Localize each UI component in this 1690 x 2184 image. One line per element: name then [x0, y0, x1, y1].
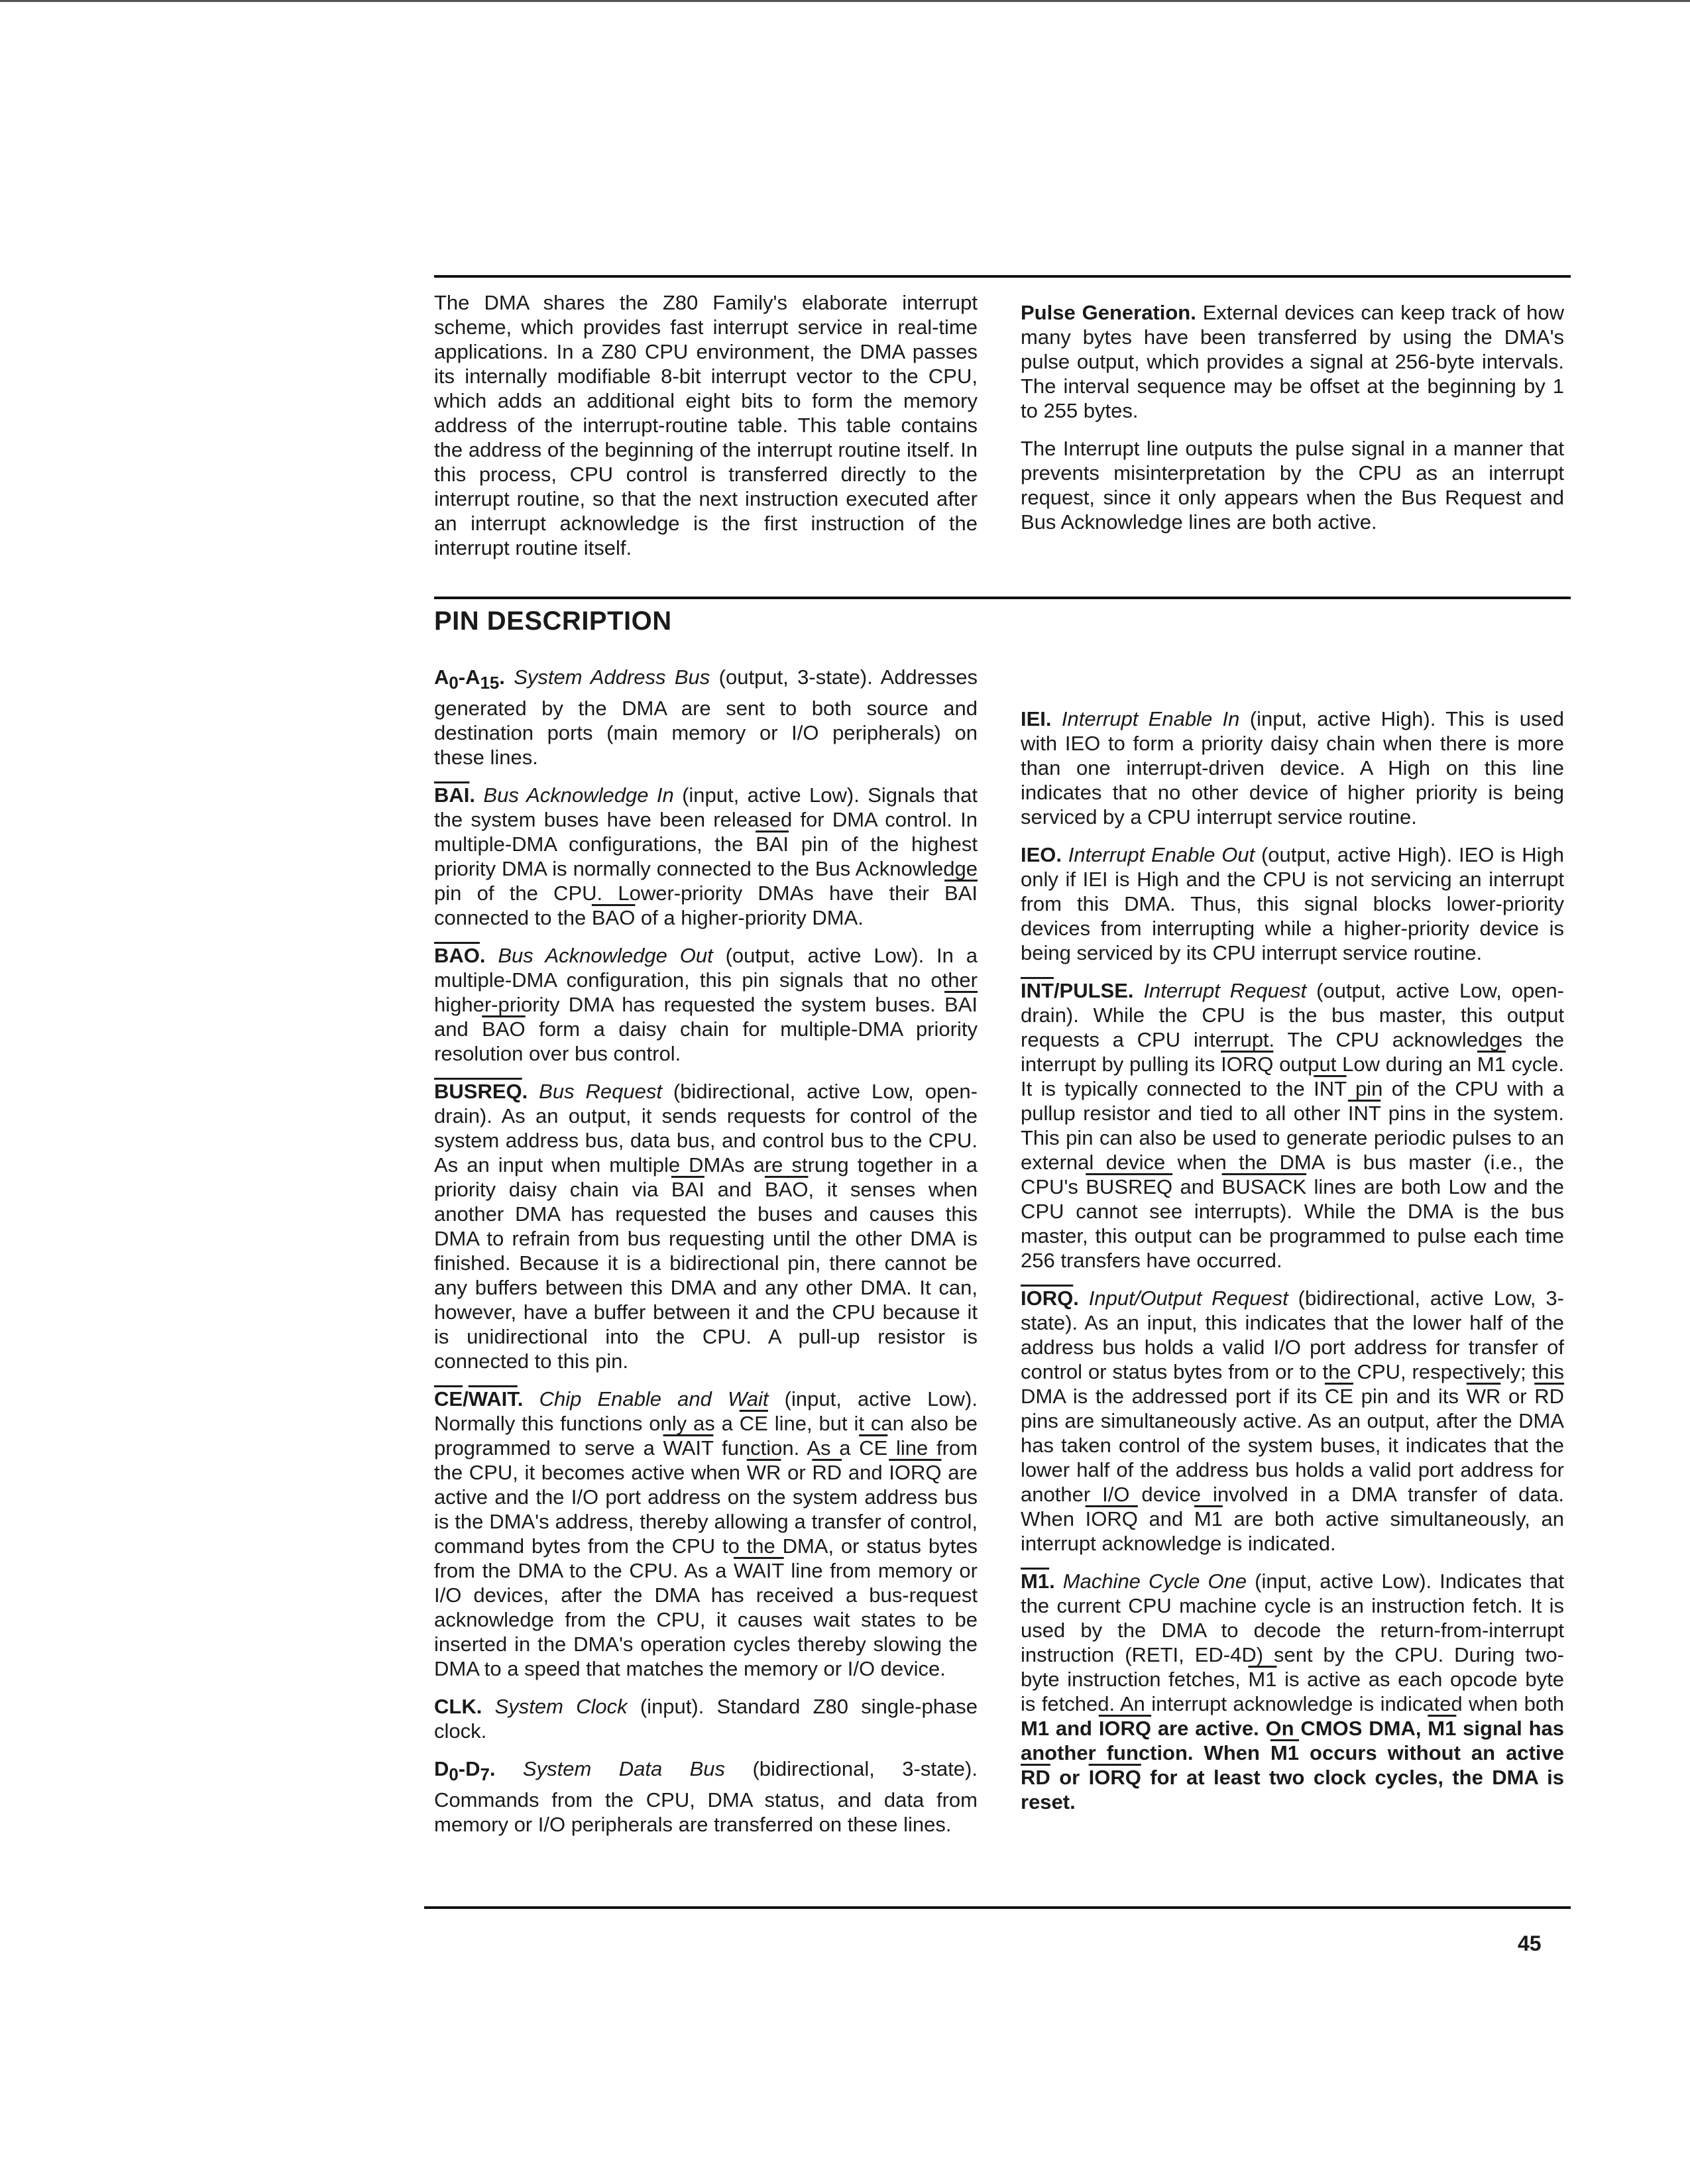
bottom-rule	[424, 1906, 1571, 1909]
pin-busreq: BUSREQ. Bus Request (bidirectional, active Low, open-drain). As an output, it sends requests for control of the system address bus, data bus, and control bus to the CPU. As an input when multiple DMAs are strung together in a priority daisy chain via $\overline{BAI}$ and $\overline{BAO}$, it senses when another DMA has requested the buses and causes this DMA to refrain from bus requesting until the other DMA is finished. Because it is a bidirectional pin, there cannot be any buffers between this DMA and any other DMA. It can, however, have a buffer between it and the CPU because it is unidirectional into the CPU. A pull-up resistor is connected to this pin.	[434, 1080, 978, 1373]
pin-bai-name: Bus Acknowledge In	[483, 783, 674, 807]
intro-top-rule	[434, 275, 1571, 278]
pin-ce-wait-name: Chip Enable and Wait	[539, 1387, 769, 1411]
pin-int-pulse: $\overline{INT}$/PULSE. Interrupt Request (output, active Low, open-drain). While the CPU is the bus master, this output requests a CPU interrupt. The CPU acknowledges the interrupt by pulling its IORQ output Low during an M1 cycle. It is typically connected to the $\overline{INT}$ pin of the CPU with a pullup resistor and tied to all other $\overline{INT}$ pins in the system. This pin can also be used to generate periodic pulses to an external device when the DMA is bus master (i.e., the CPU's BUSREQ and BUSACK lines are both Low and the CPU cannot see interrupts). While the DMA is the bus master, this output can be programmed to pulse each time 256 transfers have occurred.	[1021, 979, 1564, 1272]
pin-address-name: System Address Bus	[514, 665, 710, 689]
pin-bai-term: $\overline{BAI}$.	[434, 783, 476, 807]
pin-busreq-term: BUSREQ.	[434, 1080, 528, 1104]
pin-ieo-name: Interrupt Enable Out	[1068, 843, 1255, 866]
pulse-generation-term: Pulse Generation.	[1021, 301, 1196, 324]
pin-data-term: $D_0-D_7$.	[434, 1757, 496, 1785]
interrupt-line-paragraph: The Interrupt line outputs the pulse signal in a manner that prevents misinterpretation by the CPU as an interrupt request, since it only appears when the Bus Request and Bus Acknowledge lines are both active.	[1021, 437, 1564, 534]
pin-iorq-term: IORQ.	[1021, 1287, 1079, 1310]
intro-right-column	[1021, 300, 1564, 547]
pin-data-name: System Data Bus	[522, 1757, 726, 1781]
interrupt-scheme-paragraph: The DMA shares the Z80 Family's elaborate interrupt scheme, which provides fast interrupt service in real-time applications. In a Z80 CPU environment, the DMA passes its internally modifiable 8-bit interrupt vector to the CPU, which adds an additional eight bits to form the memory address of the interrupt-routine table. This table contains the address of the beginning of the interrupt routine itself. In this process, CPU control is transferred directly to the interrupt routine, so that the next instruction executed after an interrupt acknowledge is the first instruction of the interrupt routine itself.	[434, 291, 978, 559]
pin-address-bus: $A_0-A_{15}$. System Address Bus (output, 3-state). Addresses generated by the DMA are sent to both source and destination ports (main memory or I/O peripherals) on these lines.	[434, 665, 978, 770]
pin-address-term: $A_0-A_{15}$.	[434, 665, 505, 693]
pin-bao-name: Bus Acknowledge Out	[498, 944, 713, 968]
pins-right-column	[1021, 707, 1564, 1827]
pulse-generation-paragraph	[1021, 300, 1564, 423]
pin-iei: IEI. Interrupt Enable In (input, active High). This is used with IEO to form a priority daisy chain when there is more than one interrupt-driven device. A High on this line indicates that no other device of higher priority is being serviced by a CPU interrupt service routine.	[1021, 707, 1564, 829]
top-edge-rule	[0, 0, 1690, 2]
pin-bai: $\overline{BAI}$. Bus Acknowledge In (input, active Low). Signals that the system buses have been released for DMA control. In multiple-DMA configurations, the $\overline{BAI}$ pin of the highest priority DMA is normally connected to the Bus Acknowledge pin of the CPU. Lower-priority DMAs have their $\overline{BAI}$ connected to the $\overline{BAO}$ of a higher-priority DMA.	[434, 783, 978, 930]
pin-ce-wait: $\overline{CE}$/WAIT. Chip Enable and Wait (input, active Low). Normally this functions only as a $\overline{CE}$ line, but it can also be programmed to serve a WAIT function. As a $\overline{CE}$ line from the CPU, it becomes active when $\overline{WR}$ or $\overline{RD}$ and IORQ are active and the I/O port address on the system address bus is the DMA's address, thereby allowing a transfer of control, command bytes from the CPU to the DMA, or status bytes from the DMA to the CPU. As a WAIT line from memory or I/O devices, after the DMA has received a bus-request acknowledge from the CPU, it causes wait states to be inserted in the DMA's operation cycles thereby slowing the DMA to a speed that matches the memory or I/O device.	[434, 1387, 978, 1681]
pin-m1: M1. Machine Cycle One (input, active Low). Indicates that the current CPU machine cycle is an instruction fetch. It is used by the DMA to decode the return-from-interrupt instruction (RETI, ED-4D) sent by the CPU. During two-byte instruction fetches, M1 is active as each opcode byte is fetched. An interrupt acknowledge is indicated when both M1 and IORQ are active. On CMOS DMA, M1 signal has another function. When M1 occurs without an active $\overline{RD}$ or IORQ for at least two clock cycles, the DMA is reset.	[1021, 1570, 1564, 1813]
pin-clk-term: CLK.	[434, 1695, 482, 1719]
pin-ce-wait-term: $\overline{CE}$/WAIT.	[434, 1387, 524, 1411]
pin-busreq-name: Bus Request	[539, 1080, 662, 1104]
pin-bao: $\overline{BAO}$. Bus Acknowledge Out (output, active Low). In a multiple-DMA configuration, this pin signals that no other higher-priority DMA has requested the system buses. $\overline{BAI}$ and $\overline{BAO}$ form a daisy chain for multiple-DMA priority resolution over bus control.	[434, 944, 978, 1066]
pin-ieo: IEO. Interrupt Enable Out (output, active High). IEO is High only if IEI is High and the CPU is not servicing an interrupt from this DMA. Thus, this signal blocks lower-priority devices from interrupting while a higher-priority device is being serviced by its CPU interrupt service routine.	[1021, 843, 1564, 964]
pin-iorq: IORQ. Input/Output Request (bidirectional, active Low, 3-state). As an input, this indicates that the lower half of the address bus holds a valid I/O port address for transfer of control or status bytes from or to the CPU, respectively; this DMA is the addressed port if its $\overline{CE}$ pin and its $\overline{WR}$ or $\overline{RD}$ pins are simultaneously active. As an output, after the DMA has taken control of the system buses, it indicates that the lower half of the address bus holds a valid port address for another I/O device involved in a DMA transfer of data. When IORQ and M1 are both active simultaneously, an interrupt acknowledge is indicated.	[1021, 1287, 1564, 1555]
pin-m1-term: M1.	[1021, 1570, 1055, 1593]
section-heading: PIN DESCRIPTION	[434, 606, 672, 636]
pin-iei-name: Interrupt Enable In	[1061, 707, 1240, 730]
page-number: 45	[1518, 1931, 1542, 1955]
pin-int-pulse-term: $\overline{INT}$/PULSE.	[1021, 979, 1134, 1002]
cmos-dma-note: M1 and IORQ are active. On CMOS DMA, M1 signal has another function. When M1 occurs without an active $\overline{RD}$ or IORQ for at least two clock cycles, the DMA is reset.	[1021, 1717, 1564, 1813]
intro-left-column	[434, 290, 978, 573]
pins-left-column	[434, 665, 978, 1850]
pin-ieo-term: IEO.	[1021, 843, 1062, 866]
pin-bao-term: $\overline{BAO}$.	[434, 944, 486, 968]
pin-iorq-name: Input/Output Request	[1088, 1287, 1288, 1310]
pin-int-pulse-name: Interrupt Request	[1143, 979, 1307, 1002]
pin-data-bus: $D_0-D_7$. System Data Bus (bidirectional, 3-state). Commands from the CPU, DMA status, and data from memory or I/O peripherals are transferred on these lines.	[434, 1757, 978, 1837]
pin-clk: CLK. System Clock (input). Standard Z80 single-phase clock.	[434, 1695, 978, 1743]
section-rule	[434, 597, 1571, 599]
pin-m1-name: Machine Cycle One	[1062, 1570, 1247, 1593]
pulse-generation-text: External devices can keep track of how many bytes have been transferred by using the DMA's pulse output, which provides a signal at 256-byte intervals. The interval sequence may be offset at the beginning by 1 to 255 bytes.	[1021, 301, 1564, 422]
pin-iei-term: IEI.	[1021, 707, 1052, 730]
pin-clk-name: System Clock	[494, 1695, 628, 1719]
